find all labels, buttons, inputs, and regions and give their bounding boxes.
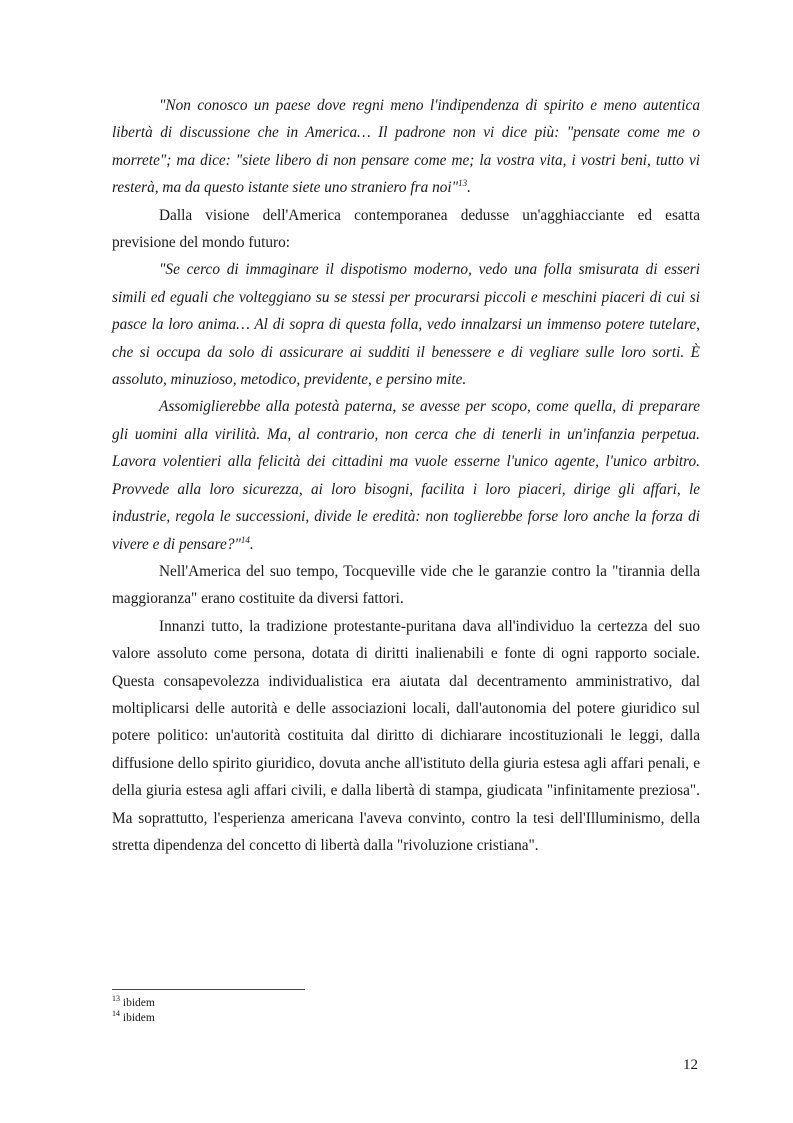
paragraph-tyranny — [112, 558, 700, 613]
body-text — [112, 92, 700, 859]
footnotes — [112, 996, 155, 1026]
paragraph-quote-freedom — [112, 92, 700, 202]
paragraph-text: "Non conosco un paese dove regni meno l'indipendenza di spirito e meno autentica libertà di discussione che in America… Il padrone non vi dice più: "pensate come me o morrete"; ma dice: "siete libero di non pensare come me; la vostra vita, i vostri beni, tutto vi resterà, ma da questo istante siete uno straniero fra noi" — [112, 97, 700, 197]
paragraph-vision — [112, 202, 700, 257]
paragraph-text: Dalla visione dell'America contemporanea dedusse un'agghiacciante ed esatta previsione del mondo futuro: — [112, 206, 700, 252]
paragraph-text: "Se cerco di immaginare il dispotismo moderno, vedo una folla smisurata di esseri simili ed eguali che volteggiano su se stessi per procurarsi piccoli e meschini piaceri di cui si pasce la loro anima… Al di sopra di questa folla, vedo innalzarsi un immenso potere tutelare, che si occupa da solo di assicurare ai sudditi il benessere e di vegliare sulle loro sorti. È assoluto, minuzioso, metodico, previdente, e persino mite. — [112, 261, 700, 389]
paragraph-tail: . — [467, 179, 471, 197]
paragraph-quote-despotism — [112, 256, 700, 393]
footnote-number: 13 — [112, 994, 120, 1004]
paragraph-tail: . — [249, 535, 254, 553]
footnote-ref-13: 13 — [458, 178, 468, 189]
footnote-divider — [112, 989, 305, 990]
paragraph-protestant-tradition — [112, 613, 700, 860]
paragraph-quote-paternal-power — [112, 393, 700, 557]
paragraph-text: Innanzi tutto, la tradizione protestante-puritana dava all'individuo la certezza del suo valore assoluto come persona, dotata di diritti inalienabili e fonte di ogni rapporto sociale. Questa consapevolezza individualistica era aiutata dal decentramento amministrativo, dal moltiplicarsi delle autorità e delle associazioni locali, dall'autonomia del potere giuridico sul potere politico: un'autorità costituita dal diritto di dichiarare incostituzionali le leggi, dalla diffusione dello spirito giuridico, dovuta anche all'istituto della giuria estesa agli affari penali, e della giuria estesa agli affari civili, e dalla libertà di stampa, giudicata "infinitamente preziosa". Ma soprattutto, l'esperienza americana l'aveva convinto, contro la tesi dell'Illuminismo, della stretta dipendenza del concetto di libertà dalla "rivoluzione cristiana". — [112, 617, 700, 854]
paragraph-text: Nell'America del suo tempo, Tocqueville vide che le garanzie contro la "tirannia della maggioranza" erano costituite da diversi fattori. — [112, 562, 700, 608]
footnote-text: ibidem — [122, 1012, 155, 1024]
footnote-14 — [112, 1011, 155, 1026]
page-number: 12 — [683, 1057, 698, 1073]
paragraph-text: Assomiglierebbe alla potestà paterna, se avesse per scopo, come quella, di preparare gli uomini alla virilità. Ma, al contrario, non cerca che di tenerli in un'infanzia perpetua. Lavora volentieri alla felicità dei cittadini ma vuole esserne l'unico agente, l'unico arbitro. Provvede alla loro sicurezza, ai loro bisogni, facilita i loro piaceri, dirige gli affari, le industrie, regola le successioni, divide le eredità: non toglierebbe forse loro anche la forza di vivere e di pensare?" — [112, 398, 700, 553]
footnote-text: ibidem — [122, 997, 155, 1009]
footnote-ref-14: 14 — [240, 534, 250, 545]
footnote-number: 14 — [112, 1009, 120, 1019]
